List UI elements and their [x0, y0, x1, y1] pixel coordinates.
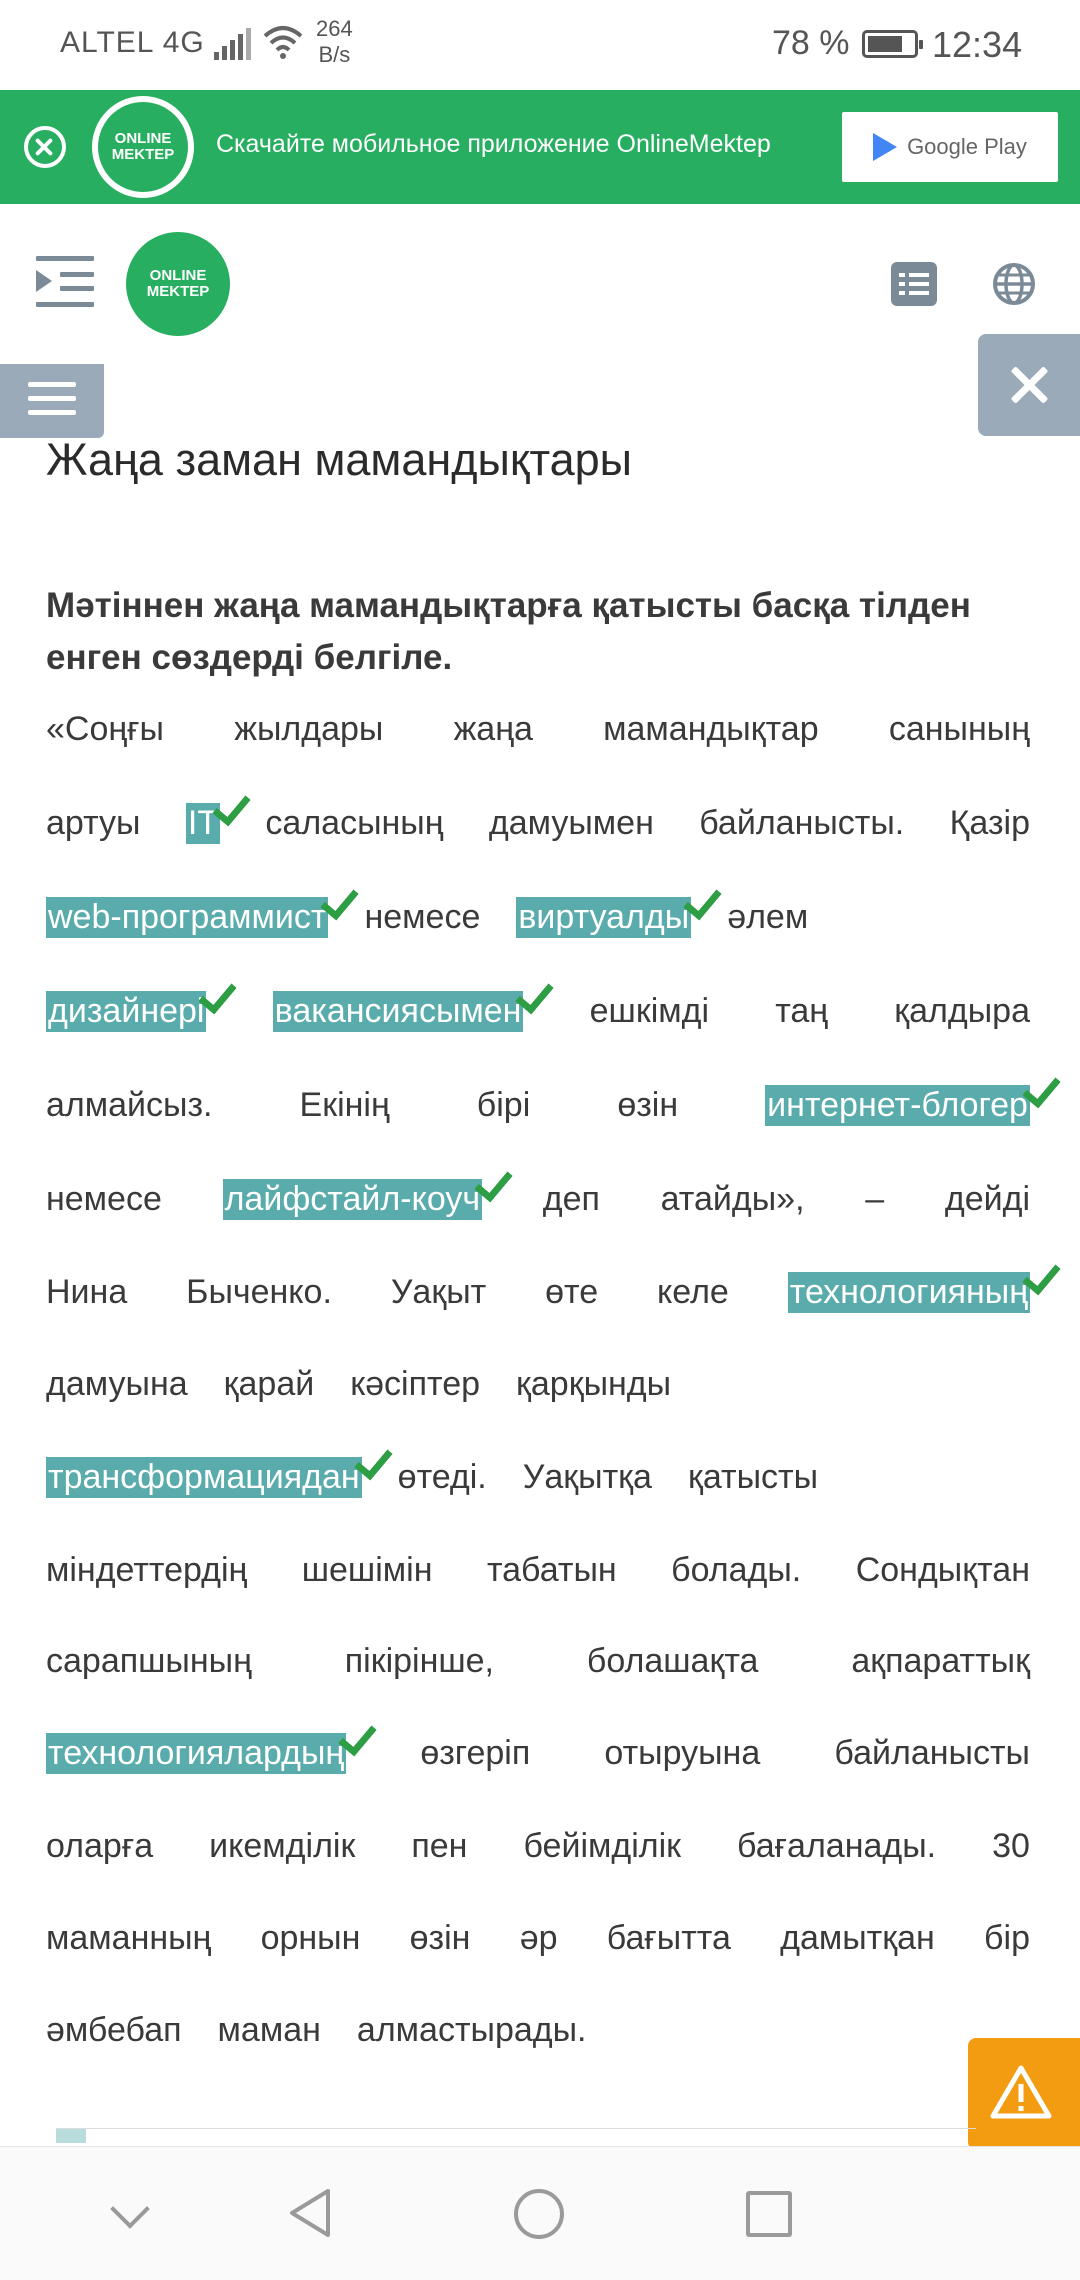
- status-bar: [0, 0, 1080, 90]
- page-title: Жаңа заман мамандықтары: [46, 434, 633, 485]
- word[interactable]: қалдыра: [894, 991, 1030, 1030]
- signal-icon: [214, 28, 250, 60]
- google-play-button[interactable]: [842, 112, 1058, 182]
- word[interactable]: Екінің: [299, 1085, 390, 1124]
- selected-word[interactable]: технологияның: [789, 1272, 1028, 1311]
- warning-icon: [990, 2064, 1052, 2120]
- word[interactable]: бейімділік: [523, 1826, 682, 1865]
- word[interactable]: сарапшының: [46, 1641, 252, 1680]
- word[interactable]: жаңа: [453, 709, 533, 748]
- header-logo-line1: ONLINE: [149, 267, 207, 284]
- word[interactable]: немесе: [46, 1179, 162, 1218]
- word[interactable]: алмайсыз.: [46, 1085, 213, 1124]
- google-play-label: Google Play: [907, 134, 1027, 159]
- word[interactable]: пікірінше,: [344, 1641, 494, 1680]
- site-header: [0, 204, 1080, 364]
- passage-line: [46, 776, 1030, 870]
- passage-line: [46, 1337, 671, 1431]
- app-promo-banner: [0, 90, 1080, 204]
- wifi-icon: [262, 24, 304, 60]
- word[interactable]: келе: [657, 1272, 729, 1311]
- passage-line: [46, 1891, 1030, 1985]
- word[interactable]: саласының: [265, 803, 444, 842]
- word[interactable]: өзін: [617, 1085, 679, 1124]
- word[interactable]: санының: [888, 709, 1030, 748]
- word[interactable]: Уақытқа: [522, 1457, 652, 1496]
- battery-fill: [868, 36, 902, 52]
- system-navigation-bar: [0, 2146, 1080, 2280]
- battery-percent: 78 %: [772, 24, 850, 62]
- word[interactable]: Сондықтан: [855, 1550, 1030, 1589]
- passage-line: [46, 1245, 1030, 1339]
- word[interactable]: байланысты: [834, 1733, 1030, 1772]
- word[interactable]: бағытта: [606, 1918, 731, 1957]
- selected-word[interactable]: виртуалды: [518, 897, 690, 936]
- selected-word[interactable]: IT: [187, 803, 219, 842]
- passage-line: [46, 964, 1030, 1058]
- word[interactable]: алмастырады.: [356, 2010, 587, 2049]
- google-play-icon: [873, 133, 897, 161]
- word[interactable]: дейді: [944, 1179, 1030, 1218]
- hamburger-menu-button[interactable]: [0, 364, 104, 438]
- word[interactable]: –: [865, 1179, 885, 1218]
- word[interactable]: маман: [217, 2010, 321, 2049]
- word[interactable]: қатысты: [687, 1457, 819, 1496]
- net-speed: [316, 16, 353, 68]
- recents-icon[interactable]: [746, 2191, 792, 2237]
- word[interactable]: «Соңғы: [46, 709, 164, 748]
- list-icon[interactable]: [891, 262, 937, 306]
- word[interactable]: міндеттердің: [46, 1550, 248, 1589]
- word[interactable]: таң: [775, 991, 829, 1030]
- net-speed-value: 264: [316, 16, 353, 41]
- word[interactable]: отыруына: [604, 1733, 761, 1772]
- close-icon[interactable]: [24, 126, 66, 168]
- word[interactable]: 30: [992, 1826, 1030, 1865]
- word[interactable]: кәсіптер: [350, 1364, 481, 1403]
- word[interactable]: дамуымен: [488, 803, 654, 842]
- word[interactable]: пен: [411, 1826, 468, 1865]
- word[interactable]: өзін: [409, 1918, 471, 1957]
- word[interactable]: болашақта: [586, 1641, 759, 1680]
- passage-line: [46, 1799, 1030, 1893]
- word[interactable]: бір: [984, 1918, 1030, 1957]
- word[interactable]: Уақыт: [390, 1272, 487, 1311]
- logo-line2: MEKTEP: [111, 146, 175, 163]
- word[interactable]: немесе: [364, 897, 481, 936]
- word[interactable]: болады.: [671, 1550, 802, 1589]
- passage-line: [46, 1983, 587, 2077]
- report-button[interactable]: [968, 2038, 1080, 2150]
- word[interactable]: маманның: [46, 1918, 212, 1957]
- word[interactable]: атайды»,: [660, 1179, 805, 1218]
- passage-line: [46, 682, 1030, 776]
- word[interactable]: әмбебап: [46, 2010, 182, 2049]
- carrier-label: ALTEL 4G: [60, 26, 205, 59]
- word[interactable]: табатын: [486, 1550, 617, 1589]
- word[interactable]: жылдары: [234, 709, 384, 748]
- word[interactable]: ешкімді: [589, 991, 710, 1030]
- word[interactable]: орнын: [260, 1918, 361, 1957]
- next-card-edge: [56, 2128, 976, 2142]
- word[interactable]: мамандықтар: [603, 709, 819, 748]
- word[interactable]: өзгеріп: [420, 1733, 531, 1772]
- word[interactable]: дамытқан: [780, 1918, 935, 1957]
- word[interactable]: деп: [542, 1179, 600, 1218]
- home-icon[interactable]: [514, 2189, 564, 2239]
- passage-line: [46, 1706, 1030, 1800]
- onlinemektep-logo: [92, 96, 194, 198]
- selected-word[interactable]: технологиялардың: [48, 1733, 345, 1772]
- word[interactable]: Нина: [46, 1272, 128, 1311]
- word[interactable]: дамуына: [46, 1364, 188, 1403]
- word[interactable]: икемділік: [209, 1826, 356, 1865]
- selected-word[interactable]: web-программист: [48, 897, 327, 936]
- net-speed-unit: B/s: [318, 42, 351, 67]
- word[interactable]: әлем: [727, 897, 809, 936]
- word[interactable]: оларға: [46, 1826, 154, 1865]
- question-text: Мәтіннен жаңа мамандықтарға қатысты басқа тілден енген сөздерді белгіле.: [46, 586, 971, 677]
- passage-line: [46, 1523, 1030, 1617]
- selected-word[interactable]: трансформациядан: [48, 1457, 360, 1496]
- logo-line1: ONLINE: [114, 130, 172, 147]
- selected-word[interactable]: лайфстайл-коуч: [224, 1179, 481, 1218]
- word[interactable]: байланысты.: [699, 803, 905, 842]
- word[interactable]: бағаланады.: [737, 1826, 937, 1865]
- passage-line: [46, 1430, 818, 1524]
- promo-text: Скачайте мобильное приложение OnlineMektep: [216, 130, 771, 158]
- header-logo[interactable]: [126, 232, 230, 336]
- chevron-down-icon[interactable]: [110, 2189, 150, 2229]
- header-logo-line2: MEKTEP: [146, 283, 210, 300]
- word[interactable]: қарай: [223, 1364, 315, 1403]
- word[interactable]: өтеді.: [397, 1457, 487, 1496]
- word[interactable]: ақпараттық: [851, 1641, 1030, 1680]
- selected-word[interactable]: интернет-блогер: [767, 1085, 1028, 1124]
- word[interactable]: артуы: [46, 803, 141, 842]
- passage-line: [46, 870, 808, 964]
- word[interactable]: Быченко.: [186, 1272, 332, 1311]
- word[interactable]: Қазір: [949, 803, 1030, 842]
- clock: 12:34: [932, 24, 1023, 65]
- passage-line: [46, 1614, 1030, 1708]
- word[interactable]: шешімін: [301, 1550, 433, 1589]
- battery-icon: [862, 30, 918, 58]
- word[interactable]: өте: [545, 1272, 599, 1311]
- menu-indent-icon[interactable]: [36, 256, 94, 308]
- selected-word[interactable]: дизайнері: [48, 991, 205, 1030]
- globe-icon[interactable]: [992, 262, 1036, 306]
- passage-line: [46, 1058, 1030, 1152]
- passage-line: [46, 1152, 1030, 1246]
- word[interactable]: әр: [519, 1918, 558, 1957]
- close-button[interactable]: [978, 334, 1080, 436]
- word[interactable]: бірі: [476, 1085, 531, 1124]
- word[interactable]: қарқынды: [516, 1364, 672, 1403]
- back-icon[interactable]: [286, 2187, 334, 2239]
- selected-word[interactable]: вакансиясымен: [274, 991, 522, 1030]
